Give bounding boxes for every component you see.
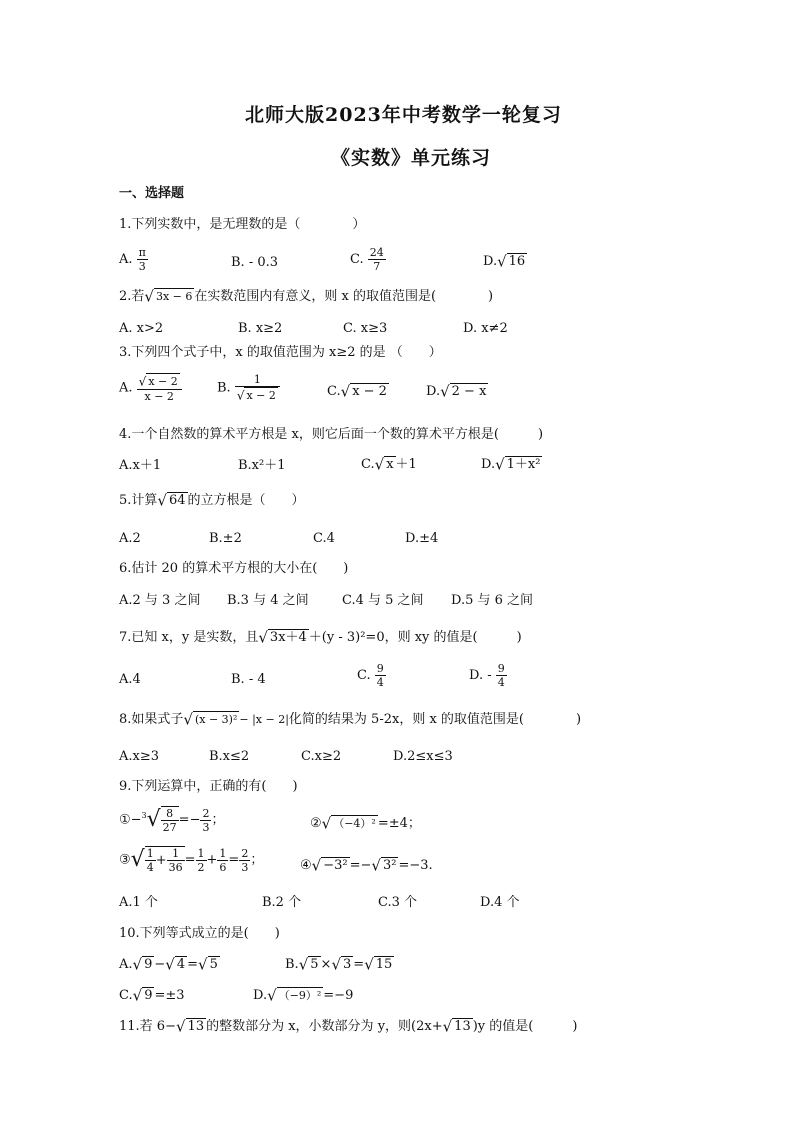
q3-a-fraction (137, 373, 182, 403)
q2-option-b: B. x≥2 (238, 321, 283, 336)
q1-a-num: π (138, 246, 146, 259)
q7-d-fraction (496, 662, 507, 689)
radical-icon: √ (183, 710, 193, 729)
q2-pre: 2.若 (119, 289, 145, 304)
q10-a-op: − (154, 957, 166, 972)
q9-i2-label: ② (310, 816, 322, 831)
q9-option-d: D.4 个 (480, 895, 520, 910)
q4-d-label: D. (481, 457, 496, 472)
q9-i1-fraction (161, 806, 179, 834)
q3-option-c (327, 383, 389, 400)
q8-pre: 8.如果式子 (119, 712, 184, 727)
q5-stem (119, 492, 305, 509)
q10-c-post: =±3 (154, 988, 185, 1003)
radical-icon: √ (132, 955, 143, 974)
radical-icon: √ (165, 955, 175, 974)
radical-icon: √ (132, 986, 143, 1005)
q10-a-r1: 9 (144, 957, 153, 972)
q3-a-num (137, 373, 182, 390)
q3-d-label: D. (426, 384, 441, 399)
q10-option-a (119, 956, 220, 973)
radical-icon: √ (371, 856, 381, 875)
doc-title-line1: 北师大版2023年中考数学一轮复习 (245, 104, 562, 126)
radical-icon: √ (146, 807, 161, 832)
q10-b-sqrt3 (364, 956, 394, 973)
radical-icon: √ (374, 455, 385, 474)
q10-option-b (285, 956, 394, 973)
q6-option-c: C.4 与 5 之间 (342, 593, 424, 608)
q9-i4-post: =−3. (398, 858, 433, 873)
q5-sqrt (157, 492, 187, 509)
q7-sqrt (258, 629, 308, 646)
radical-icon: √ (175, 1017, 186, 1036)
q9-i1-rden: 3 (202, 820, 210, 834)
q10-d-sqrt (267, 987, 323, 1004)
q5-option-c: C.4 (313, 531, 335, 546)
q9-i3-n5: 2 (241, 846, 249, 860)
q5-option-a: A.2 (119, 531, 141, 546)
q9-i1-index: 3 (141, 811, 147, 821)
radical-icon: √ (311, 856, 322, 875)
q9-i1-result (200, 807, 211, 834)
q1-option-a (119, 246, 148, 273)
q8-option-b: B.x≤2 (209, 749, 250, 764)
q6-option-b: B.3 与 4 之间 (227, 593, 309, 608)
q8-sqrt (183, 711, 239, 728)
q10-a-sqrt3 (198, 956, 220, 973)
q3-b-den (235, 387, 280, 403)
q1-a-label: A. (119, 252, 133, 267)
radical-icon: √ (130, 847, 145, 872)
q9-i1-eq: =− (178, 812, 201, 828)
q9-i3-n2: 1 (167, 847, 185, 861)
q3-b-radicand: x − 2 (246, 389, 276, 402)
q1-a-fraction (137, 246, 148, 273)
q3-option-d (426, 383, 488, 400)
q9-stem: 9.下列运算中，正确的有( ) (119, 779, 298, 794)
q10-b-op: × (320, 957, 332, 972)
radical-icon: √ (497, 252, 507, 271)
q9-i4-sqrt2 (371, 857, 398, 874)
q10-c-sqrt (133, 987, 155, 1004)
q9-i3-f1 (145, 847, 156, 874)
q5-option-b: B.±2 (209, 531, 242, 546)
q10-d-post: =−9 (323, 988, 354, 1003)
q1-stem: 1.下列实数中，是无理数的是（ ） (119, 217, 366, 232)
q1-c-label: C. (350, 252, 364, 267)
q9-i2-post: =±4； (377, 816, 421, 831)
q1-c-fraction (368, 246, 386, 273)
q6-option-a: A.2 与 3 之间 (119, 593, 201, 608)
q9-i3-f5 (239, 847, 250, 874)
q3-b-fraction (235, 373, 280, 403)
q10-a-r2: 4 (176, 957, 186, 972)
q3-stem: 3.下列四个式子中，x 的取值范围为 x≥2 的是 （ ） (119, 345, 442, 360)
q3-a-den: x − 2 (144, 390, 174, 403)
q10-d-label: D. (253, 988, 268, 1003)
q9-i4-radicand: −3² (323, 858, 348, 873)
q10-a-sqrt2 (165, 956, 187, 973)
q5-pre: 5.计算 (119, 493, 158, 508)
q6-stem: 6.估计 20 的算术平方根的大小在( ) (119, 561, 349, 576)
q8-option-c: C.x≥2 (301, 749, 342, 764)
q3-a-radicand: x − 2 (148, 375, 178, 388)
q9-i4-label: ④ (300, 858, 312, 873)
q3-option-a (119, 373, 182, 403)
q9-i4-radicand2: 3² (382, 858, 397, 873)
q7-d-num: 9 (497, 662, 505, 675)
radical-icon: √ (198, 955, 208, 974)
q9-i3-plus: + (155, 853, 167, 868)
q4-option-c (361, 456, 417, 473)
q9-i3-n3: 1 (197, 846, 205, 860)
q11-radicand1: 13 (187, 1019, 205, 1034)
radical-icon: √ (495, 455, 505, 474)
radical-icon: √ (442, 1017, 453, 1036)
q3-d-radicand: 2 − x (451, 384, 487, 399)
q1-option-d (483, 253, 527, 270)
q9-item3 (119, 846, 263, 874)
radical-icon: √ (364, 955, 374, 974)
q1-c-num: 24 (369, 246, 384, 259)
q7-d-label: D. - (469, 668, 492, 683)
q9-item1 (119, 806, 224, 834)
q9-i3-radicand (145, 846, 185, 874)
q4-d-radicand: 1＋x² (506, 457, 541, 472)
q7-stem (119, 629, 522, 646)
q9-i1-rnum: 2 (202, 806, 210, 820)
q7-pre: 7.已知 x，y 是实数，且 (119, 630, 259, 645)
q7-c-fraction (375, 662, 386, 689)
q8-option-a: A.x≥3 (119, 749, 160, 764)
radical-icon: √ (144, 287, 154, 306)
q11-post: )y 的值是( ) (472, 1019, 578, 1034)
q9-i1-label: ①− (119, 812, 142, 828)
q5-radicand: 64 (168, 493, 186, 508)
q4-option-b: B.x²＋1 (238, 458, 286, 473)
q10-a-sqrt1 (133, 956, 155, 973)
q4-option-d (481, 456, 542, 473)
radical-icon: √ (138, 374, 147, 389)
q11-sqrt1 (176, 1018, 206, 1035)
q8-option-d: D.2≤x≤3 (393, 749, 453, 764)
q10-option-d (253, 987, 353, 1004)
q4-option-a: A.x＋1 (119, 458, 162, 473)
q7-d-den: 4 (497, 676, 505, 689)
q10-a-r3: 5 (209, 957, 218, 972)
q4-c-post: ＋1 (395, 457, 417, 472)
q9-i4-sqrt (312, 857, 350, 874)
q11-radicand2: 13 (454, 1019, 471, 1034)
q9-i3-eq: = (184, 852, 196, 868)
q9-i3-d3: 2 (197, 860, 205, 874)
q3-c-radicand: x − 2 (352, 384, 387, 399)
q9-item2 (310, 815, 421, 832)
q4-c-label: C. (361, 457, 375, 472)
q2-stem (119, 288, 493, 305)
q1-d-sqrt (497, 253, 527, 270)
q1-d-radicand: 16 (508, 254, 526, 269)
q9-option-a: A.1 个 (119, 895, 158, 910)
q9-i3-f2 (167, 847, 185, 874)
q5-post: 的立方根是（ ） (187, 493, 305, 508)
q7-c-den: 4 (376, 676, 384, 689)
q10-stem: 10.下列等式成立的是( ) (119, 926, 280, 941)
q2-radicand: 3x − 6 (155, 290, 193, 303)
q10-b-label: B. (285, 957, 299, 972)
q1-option-b: B. - 0.3 (231, 255, 279, 270)
q9-item4 (300, 857, 433, 874)
q9-i3-d5: 3 (241, 860, 249, 874)
q10-b-sqrt2 (331, 956, 353, 973)
q8-stem (119, 711, 581, 728)
q9-i3-plus2: + (206, 852, 218, 868)
q9-i2-radicand: （−4）² (333, 817, 376, 830)
q4-c-sqrt (375, 456, 396, 473)
q1-a-den: 3 (138, 260, 146, 273)
q9-i3-n1: 1 (146, 847, 154, 860)
q3-option-b (217, 373, 280, 403)
radical-icon: √ (340, 382, 351, 401)
q2-option-a: A. x>2 (119, 321, 164, 336)
q3-d-sqrt (440, 383, 488, 400)
q9-i1-den: 27 (162, 821, 177, 834)
section-heading: 一、选择题 (119, 186, 185, 201)
q9-i3-eq2: = (228, 852, 240, 868)
q11-stem (119, 1018, 577, 1035)
q7-option-a: A.4 (119, 672, 141, 687)
q8-abs: − |x − 2| (239, 713, 289, 726)
q9-i3-end: ； (250, 852, 264, 868)
q10-b-r3: 15 (375, 957, 393, 972)
q2-option-d: D. x≠2 (463, 321, 508, 336)
q1-d-label: D. (483, 254, 498, 269)
q10-d-r1: （−9）² (278, 989, 322, 1002)
q9-i2-sqrt (322, 815, 378, 832)
q9-i4-eq: =− (349, 858, 372, 873)
q9-i3-d1: 4 (146, 861, 154, 874)
q8-post: 化简的结果为 5-2x，则 x 的取值范围是( ) (288, 712, 582, 727)
q4-stem: 4.一个自然数的算术平方根是 x，则它后面一个数的算术平方根是( ) (119, 427, 544, 442)
q2-post: 在实数范围内有意义，则 x 的取值范围是( ) (194, 289, 494, 304)
q3-b-num: 1 (235, 373, 280, 387)
q9-i1-end: ； (211, 812, 225, 828)
q8-radicand: (x − 3)² (194, 713, 238, 726)
q10-b-r1: 5 (310, 957, 319, 972)
q10-a-label: A. (119, 957, 133, 972)
q7-option-c (357, 662, 386, 689)
q1-option-c (350, 246, 386, 273)
q2-option-c: C. x≥3 (343, 321, 388, 336)
q7-radicand: 3x＋4 (269, 630, 307, 645)
radical-icon: √ (267, 986, 277, 1005)
q10-c-r1: 9 (144, 988, 153, 1003)
q7-option-d (469, 662, 507, 689)
q9-i3-d4: 6 (219, 860, 227, 874)
q4-c-radicand: x (386, 457, 394, 472)
q9-option-b: B.2 个 (262, 895, 302, 910)
q9-i3-n4: 1 (219, 846, 227, 860)
radical-icon: √ (298, 955, 309, 974)
q7-c-num: 9 (376, 662, 384, 675)
doc-title-line2: 《实数》单元练习 (331, 147, 492, 169)
q3-c-label: C. (327, 384, 341, 399)
radical-icon: √ (331, 955, 341, 974)
q10-b-sqrt1 (299, 956, 321, 973)
q2-sqrt (144, 288, 194, 305)
radical-icon: √ (236, 388, 245, 403)
q7-option-b: B. - 4 (231, 672, 266, 687)
q3-a-label: A. (119, 380, 133, 396)
radical-icon: √ (440, 382, 450, 401)
q10-option-c (119, 987, 185, 1004)
q10-b-r2: 3 (343, 957, 352, 972)
q6-option-d: D.5 与 6 之间 (451, 593, 534, 608)
q9-i3-label: ③ (119, 852, 131, 868)
q9-option-c: C.3 个 (378, 895, 418, 910)
q11-sqrt2 (443, 1018, 473, 1035)
q7-post: ＋(y - 3)²=0，则 xy 的值是( ) (308, 630, 522, 645)
q11-mid: 的整数部分为 x，小数部分为 y，则(2x+ (206, 1019, 443, 1034)
q7-c-label: C. (357, 668, 371, 683)
q9-i1-num: 8 (161, 807, 179, 821)
q11-pre: 11.若 6− (119, 1019, 176, 1034)
q10-b-eq: = (353, 957, 365, 972)
q9-i3-d2: 36 (168, 861, 183, 874)
q10-c-label: C. (119, 988, 133, 1003)
q3-b-label: B. (217, 380, 231, 396)
q4-d-sqrt (495, 456, 542, 473)
q9-i3-f3 (196, 847, 207, 874)
q10-a-eq: = (187, 957, 199, 972)
q3-c-sqrt (341, 383, 389, 400)
q5-option-d: D.±4 (405, 531, 439, 546)
q9-i3-f4 (217, 847, 228, 874)
q1-c-den: 7 (373, 260, 381, 273)
radical-icon: √ (157, 491, 167, 510)
radical-icon: √ (321, 814, 332, 833)
radical-icon: √ (258, 628, 268, 647)
